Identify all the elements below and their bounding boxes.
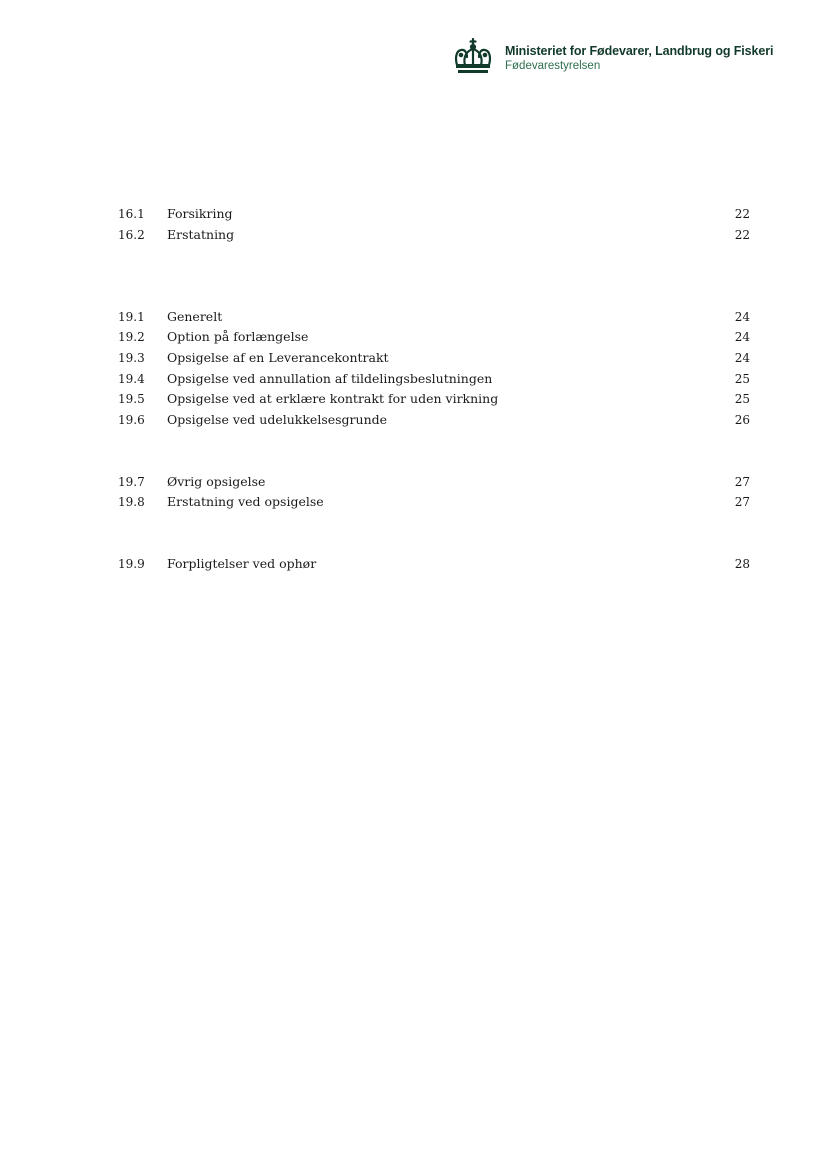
toc-entry-number: 16.2 — [118, 228, 145, 242]
toc-entry-page: 22 — [734, 228, 750, 242]
toc-entry-title: Opsigelse ved annullation af tildelingsbeslutningen — [167, 371, 493, 386]
agency-name: Fødevarestyrelsen — [505, 60, 601, 72]
toc-entry-page: 28 — [734, 557, 750, 571]
toc-entry-number: 16.1 — [118, 207, 145, 221]
toc-entry-title: Forpligtelser ved ophør — [167, 556, 317, 571]
toc-entry-title: Option på forlængelse — [167, 329, 309, 344]
toc-entry[interactable] — [118, 371, 750, 387]
toc-entry-page: 27 — [734, 475, 750, 489]
toc-entry[interactable] — [118, 412, 750, 428]
toc-entry-title: Erstatning ved opsigelse — [167, 494, 324, 509]
toc-entry-number: 19.3 — [118, 351, 145, 365]
toc-entry-number: 19.6 — [118, 413, 145, 427]
toc-entry[interactable] — [118, 329, 750, 345]
toc-entry-title: Øvrig opsigelse — [167, 474, 266, 489]
toc-entry-number: 19.8 — [118, 495, 145, 509]
toc-entry-page: 25 — [734, 392, 750, 406]
toc-entry[interactable] — [118, 391, 750, 407]
toc-entry-title: Opsigelse ved at erklære kontrakt for uden virkning — [167, 391, 499, 406]
toc-entry-page: 25 — [734, 372, 750, 386]
toc-entry-page: 22 — [734, 207, 750, 221]
toc-entry-title: Opsigelse ved udelukkelsesgrunde — [167, 412, 388, 427]
toc-entry-title: Opsigelse af en Leverancekontrakt — [167, 350, 389, 365]
toc-entry-page: 26 — [734, 413, 750, 427]
toc-entry[interactable] — [118, 494, 750, 510]
royal-crown-icon — [452, 38, 494, 74]
toc-entry-title: Forsikring — [167, 206, 233, 221]
toc-entry-page: 24 — [734, 351, 750, 365]
toc-entry-title: Erstatning — [167, 227, 235, 242]
toc-entry[interactable] — [118, 309, 750, 325]
toc-entry-number: 19.5 — [118, 392, 145, 406]
toc-entry[interactable] — [118, 474, 750, 490]
toc-entry-number: 19.9 — [118, 557, 145, 571]
toc-entry[interactable] — [118, 350, 750, 366]
page-header — [452, 38, 822, 78]
toc-entry-number: 19.1 — [118, 310, 145, 324]
toc-entry-number: 19.4 — [118, 372, 145, 386]
toc-entry[interactable] — [118, 556, 750, 572]
toc-entry-number: 19.7 — [118, 475, 145, 489]
toc-entry-page: 24 — [734, 310, 750, 324]
ministry-name: Ministeriet for Fødevarer, Landbrug og Fiskeri — [505, 44, 774, 58]
toc-entry-page: 24 — [734, 330, 750, 344]
toc-entry[interactable] — [118, 227, 750, 243]
toc-entry-title: Generelt — [167, 309, 223, 324]
toc-entry-number: 19.2 — [118, 330, 145, 344]
toc-entry[interactable] — [118, 206, 750, 222]
toc-entry-page: 27 — [734, 495, 750, 509]
